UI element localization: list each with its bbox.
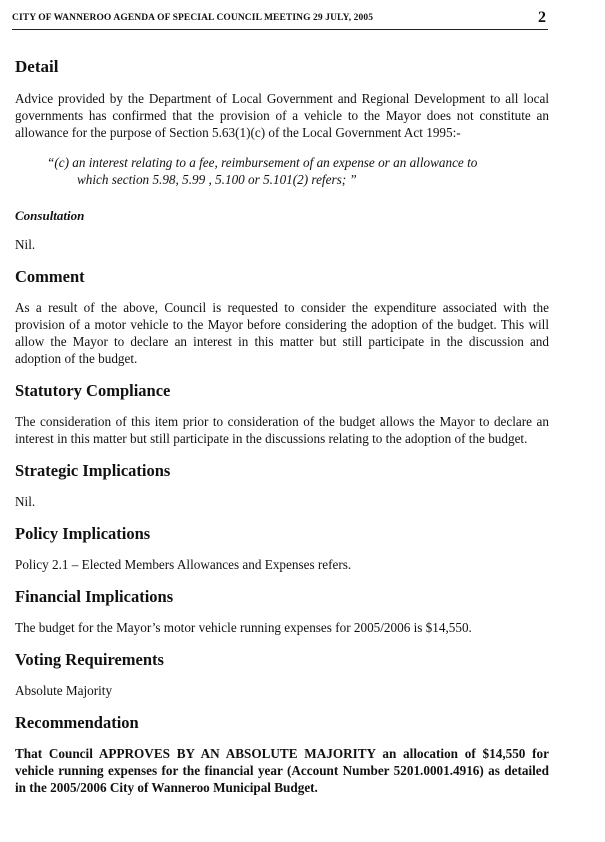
financial-implications-text: The budget for the Mayor’s motor vehicle running expenses for 2005/2006 is $14,550. bbox=[15, 620, 472, 635]
voting-requirements-heading: Voting Requirements bbox=[15, 650, 164, 669]
legislation-quote bbox=[47, 154, 527, 188]
statutory-compliance-paragraph: The consideration of this item prior to consideration of the budget allows the Mayor to declare an interest in this matter but still participate in the discussions relating to the adoption of the budget. bbox=[15, 414, 549, 446]
detail-heading: Detail bbox=[15, 57, 59, 76]
voting-requirements-text: Absolute Majority bbox=[15, 683, 113, 698]
detail-paragraph: Advice provided by the Department of Local Government and Regional Development to all local governments has confirmed that the provision of a vehicle to the Mayor does not constitute an allowance for the purpose of Section 5.63(1)(c) of the Local Government Act 1995:- bbox=[15, 91, 549, 140]
comment-paragraph: As a result of the above, Council is requested to consider the expenditure associated with the provision of a motor vehicle to the Mayor before considering the adoption of the budget. This will allow the Mayor to declare an interest in this matter but still participate in the discussion and adoption of the budget. bbox=[15, 300, 549, 366]
comment-heading: Comment bbox=[15, 267, 85, 286]
document-body bbox=[15, 57, 549, 796]
strategic-implications-heading: Strategic Implications bbox=[15, 461, 171, 480]
page-header bbox=[12, 10, 548, 30]
consultation-heading: Consultation bbox=[15, 208, 85, 223]
statutory-compliance-heading: Statutory Compliance bbox=[15, 381, 171, 400]
recommendation-text: That Council APPROVES BY AN ABSOLUTE MAJORITY an allocation of $14,550 for vehicle running expenses for the financial year (Account Number 5201.0001.4916) as detailed in the 2005/2006 City of Wanneroo Municipal Budget. bbox=[15, 746, 549, 795]
strategic-implications-text: Nil. bbox=[15, 494, 36, 509]
policy-implications-text: Policy 2.1 – Elected Members Allowances and Expenses refers. bbox=[15, 557, 352, 572]
recommendation-heading: Recommendation bbox=[15, 713, 139, 732]
policy-implications-heading: Policy Implications bbox=[15, 524, 151, 543]
header-title: CITY OF WANNEROO AGENDA OF SPECIAL COUNCIL MEETING 29 JULY, 2005 bbox=[12, 13, 374, 23]
page-number: 2 bbox=[538, 9, 546, 26]
financial-implications-heading: Financial Implications bbox=[15, 587, 174, 606]
consultation-text: Nil. bbox=[15, 237, 36, 252]
quote-line-1: “(c) an interest relating to a fee, reimbursement of an expense or an allowance to bbox=[47, 155, 478, 170]
quote-line-2: which section 5.98, 5.99 , 5.100 or 5.101(2) refers; ” bbox=[77, 172, 357, 187]
